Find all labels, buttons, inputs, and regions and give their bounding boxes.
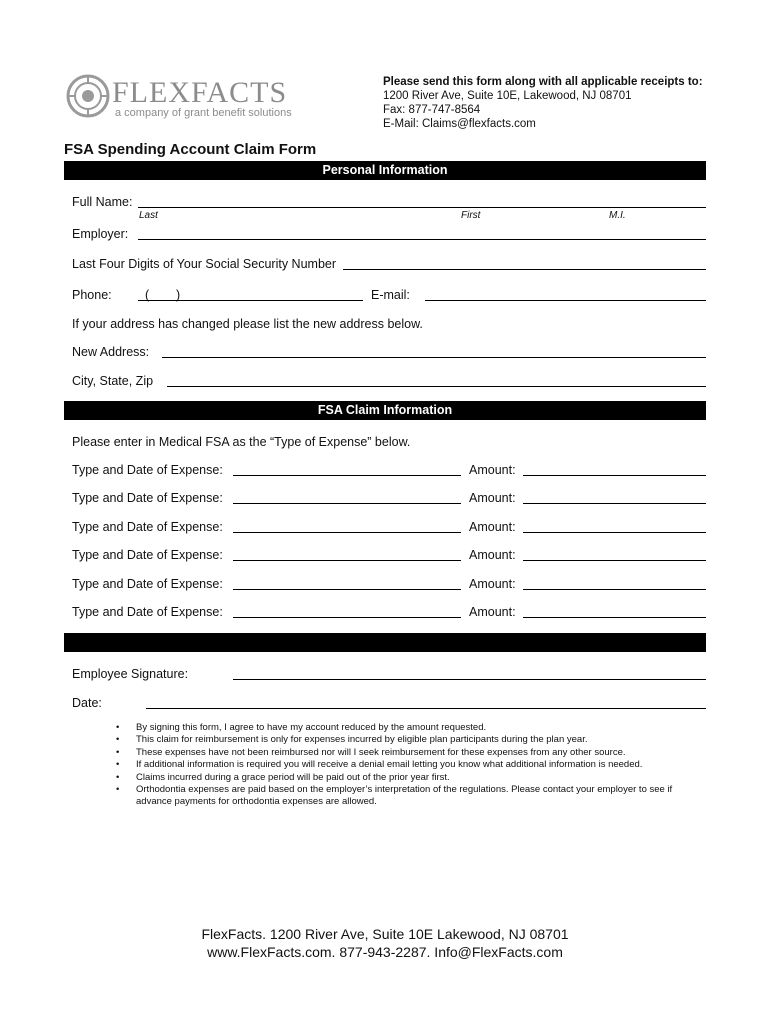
bullet-icon: • <box>116 746 120 758</box>
list-item: • This claim for reimbursement is only for expenses incurred by eligible plan participants during the plan year. <box>116 734 588 746</box>
amount-label: Amount: <box>469 605 516 619</box>
expense-type-label: Type and Date of Expense: <box>72 463 223 477</box>
list-item: • By signing this form, I agree to have my account reduced by the amount requested. <box>116 722 487 733</box>
phone-area-open: ( <box>145 288 150 302</box>
amount-label: Amount: <box>469 520 516 534</box>
phone-field[interactable] <box>138 300 363 301</box>
full-name-field[interactable] <box>138 207 706 208</box>
employer-label: Employer: <box>72 227 129 241</box>
amount-field[interactable] <box>523 617 706 618</box>
mailing-info <box>383 75 703 131</box>
signature-section-bar <box>64 633 706 652</box>
expense-type-label: Type and Date of Expense: <box>72 491 223 505</box>
terms-list <box>116 722 696 809</box>
ssn-field[interactable] <box>343 269 706 270</box>
logo-emblem-icon <box>66 74 110 118</box>
logo-brand: FLEXFACTS <box>112 76 288 109</box>
mailing-address: 1200 River Ave, Suite 10E, Lakewood, NJ 08701 <box>383 90 632 102</box>
mailing-heading: Please send this form along with all applicable receipts to: <box>383 76 703 88</box>
bullet-icon: • <box>116 722 120 733</box>
full-name-label: Full Name: <box>72 195 133 209</box>
footer-contact: www.FlexFacts.com. 877-943-2287. Info@FlexFacts.com <box>207 944 563 960</box>
email-field[interactable] <box>425 300 706 301</box>
address-change-note: If your address has changed please list the new address below. <box>72 317 423 331</box>
expense-type-label: Type and Date of Expense: <box>72 520 223 534</box>
amount-field[interactable] <box>523 503 706 504</box>
expense-type-field[interactable] <box>233 617 461 618</box>
expense-type-field[interactable] <box>233 532 461 533</box>
amount-label: Amount: <box>469 491 516 505</box>
email-label: E-mail: <box>371 288 410 302</box>
employee-signature-field[interactable] <box>233 679 706 680</box>
bullet-icon: • <box>116 734 120 746</box>
amount-label: Amount: <box>469 577 516 591</box>
personal-info-header: Personal Information <box>64 161 706 180</box>
expense-type-field[interactable] <box>233 589 461 590</box>
amount-label: Amount: <box>469 548 516 562</box>
employer-field[interactable] <box>138 239 706 240</box>
date-field[interactable] <box>146 708 706 709</box>
ssn-label: Last Four Digits of Your Social Security Number <box>72 257 337 271</box>
expense-type-field[interactable] <box>233 560 461 561</box>
list-item: • These expenses have not been reimbursed nor will I seek reimbursement for these expenses from any other source. <box>116 746 626 758</box>
bullet-icon: • <box>116 759 120 771</box>
bullet-icon: • <box>116 784 120 796</box>
employee-signature-label: Employee Signature: <box>72 667 189 681</box>
first-name-sublabel: First <box>461 210 481 221</box>
expense-type-label: Type and Date of Expense: <box>72 605 223 619</box>
expense-type-field[interactable] <box>233 475 461 476</box>
list-item: • Orthodontia expenses are paid based on the employer’s interpretation of the regulations. Please contact your employer to see if advance payments for orthodontia expenses are allowed. <box>116 784 673 808</box>
expense-type-label: Type and Date of Expense: <box>72 577 223 591</box>
new-address-label: New Address: <box>72 345 150 359</box>
claim-instruction: Please enter in Medical FSA as the “Type of Expense” below. <box>72 435 411 449</box>
date-label: Date: <box>72 696 102 710</box>
footer-address: FlexFacts. 1200 River Ave, Suite 10E Lakewood, NJ 08701 <box>201 926 569 942</box>
city-state-zip-field[interactable] <box>167 386 706 387</box>
form-title: FSA Spending Account Claim Form <box>64 141 317 158</box>
mailing-email: E-Mail: Claims@flexfacts.com <box>383 118 536 130</box>
amount-field[interactable] <box>523 589 706 590</box>
middle-initial-sublabel: M.I. <box>609 210 626 221</box>
last-name-sublabel: Last <box>139 210 158 221</box>
logo-tagline: a company of grant benefit solutions <box>115 107 292 119</box>
city-state-zip-label: City, State, Zip <box>72 374 154 388</box>
phone-label: Phone: <box>72 288 112 302</box>
mailing-fax: Fax: 877-747-8564 <box>383 104 481 116</box>
new-address-field[interactable] <box>162 357 706 358</box>
amount-field[interactable] <box>523 475 706 476</box>
expense-type-field[interactable] <box>233 503 461 504</box>
amount-field[interactable] <box>523 532 706 533</box>
list-item: • Claims incurred during a grace period will be paid out of the prior year first. <box>116 771 450 783</box>
phone-area-close: ) <box>176 288 181 302</box>
list-item: • If additional information is required you will receive a denial email letting you know what additional information is needed. <box>116 759 643 771</box>
amount-label: Amount: <box>469 463 516 477</box>
amount-field[interactable] <box>523 560 706 561</box>
expense-type-label: Type and Date of Expense: <box>72 548 223 562</box>
bullet-icon: • <box>116 771 120 783</box>
claim-info-header: FSA Claim Information <box>64 401 706 420</box>
